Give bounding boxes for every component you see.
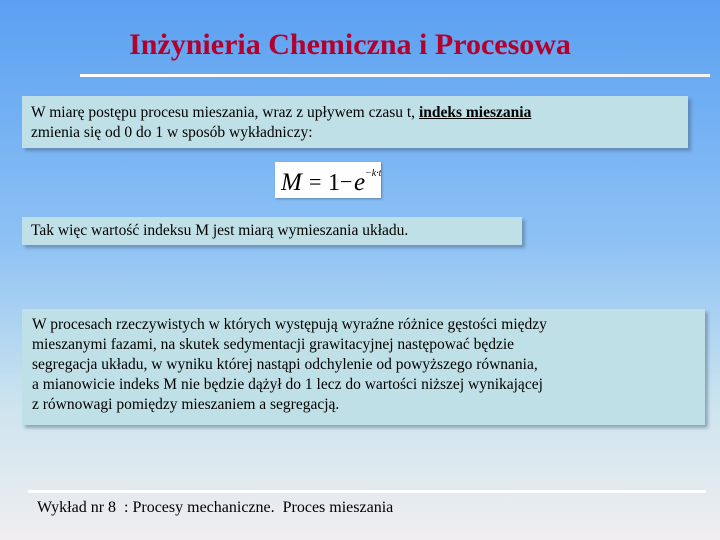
lecture-footer: Wykład nr 8 : Procesy mechaniczne. Proces mieszania [37, 499, 394, 516]
mixing-index-formula [275, 162, 381, 198]
formula-base: e [354, 169, 366, 196]
intro-text: W miarę postępu procesu mieszania, wraz z upływem czasu t, [31, 104, 419, 121]
segregation-line-4: a mianowicie indeks M nie będzie dążył do 1 lecz do wartości niższej wynikającej [32, 376, 543, 393]
formula-lhs: M [281, 169, 302, 196]
formula-exponent: −k·t [365, 168, 381, 179]
segregation-line-1: W procesach rzeczywistych w których występują wyraźne różnice gęstości między [32, 316, 547, 333]
segregation-text-box [22, 309, 705, 425]
segregation-line-5: z równowagi pomiędzy mieszaniem a segregacją. [32, 396, 340, 413]
segregation-line-2: mieszanymi fazami, na skutek sedymentacji grawitacyjnej następować będzie [32, 336, 515, 353]
title-divider [80, 74, 710, 77]
conclusion-text-box [22, 217, 522, 245]
formula-minus: − [340, 169, 353, 194]
footer-divider [28, 490, 706, 493]
formula-one: 1 [328, 170, 340, 196]
formula-equals: = [309, 169, 322, 194]
slide-title: Inżynieria Chemiczna i Procesowa [129, 28, 571, 61]
conclusion-text: Tak więc wartość indeksu M jest miarą wymieszania układu. [31, 222, 409, 239]
segregation-line-3: segregacja układu, w wyniku której nastąpi odchylenie od powyższego równania, [32, 356, 538, 373]
intro-text-box [22, 96, 688, 148]
intro-text-line2: zmienia się od 0 do 1 w sposób wykładniczy: [31, 124, 313, 141]
mixing-index-term: indeks mieszania [418, 104, 532, 121]
